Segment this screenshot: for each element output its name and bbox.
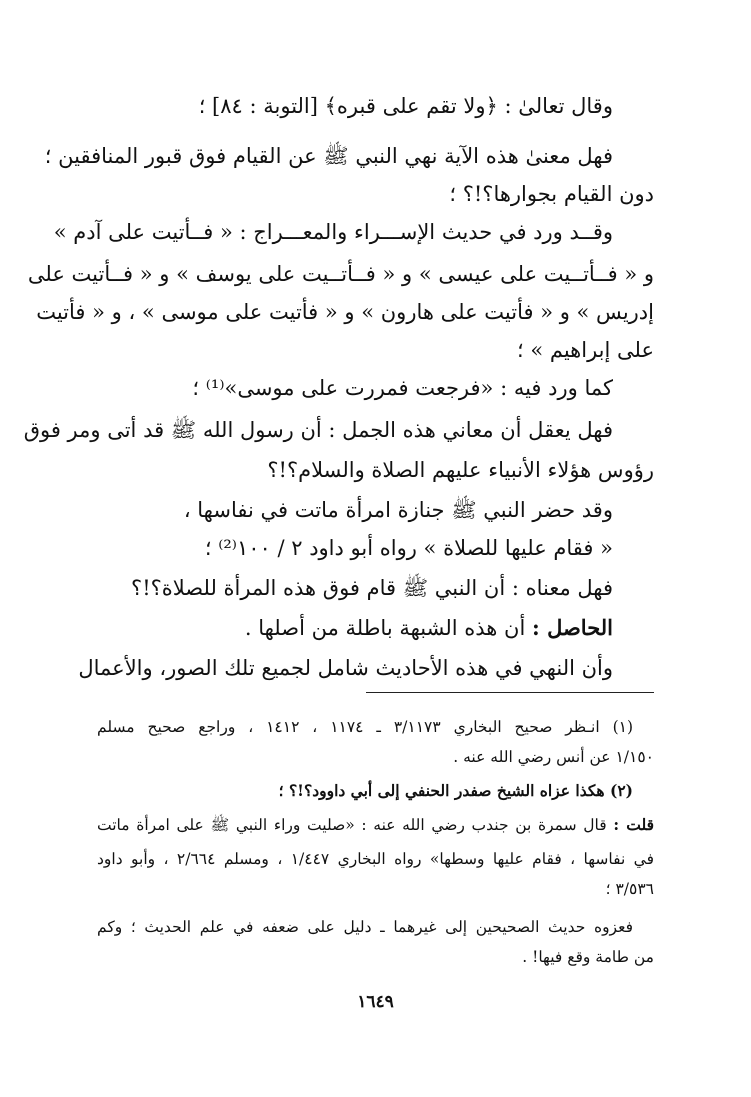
footnote-line: (٢) هكذا عزاه الشيخ صفدر الحنفي إلى أبي داوود؟!؟ ؛: [278, 781, 633, 800]
conclusion-label: الحاصل :: [532, 615, 613, 640]
text-line: [97, 610, 613, 646]
text-line: فهل معنىٰ هذه الآية نهي النبي ﷺ عن القيام فوق قبور المنافقين ؛: [44, 144, 613, 168]
text-line: وقــد ورد في حديث الإســـراء والمعـــراج : « فــأتيت على آدم »: [53, 220, 613, 244]
text-line: كما ورد فيه : «فرجعت فمررت على موسى»⁽¹⁾ ؛: [192, 376, 613, 400]
footnote-line: فعزوه حديث الصحيحين إلى غيرهما ـ دليل على ضعفه في علم الحديث ؛ وكم: [97, 918, 633, 936]
text-line: فهل معناه : أن النبي ﷺ قام فوق هذه المرأة للصلاة؟!؟: [131, 576, 613, 600]
text-line: على إبراهيم » ؛: [516, 338, 654, 362]
footnote-line: ١/١٥٠ عن أنس رضي الله عنه .: [453, 748, 654, 766]
text-line: إدريس » و « فأتيت على هارون » و « فأتيت على موسى » ، و « فأتيت: [36, 300, 654, 324]
text-line: وقد حضر النبي ﷺ جنازة امرأة ماتت في نفاسها ،: [183, 498, 613, 522]
text-line: و « فــأتــيت على عيسى » و « فــأتــيت على يوسف » و « فــأتيت على: [27, 262, 654, 286]
note-label: قلت :: [613, 815, 654, 834]
conclusion-text: أن هذه الشبهة باطلة من أصلها .: [244, 616, 526, 640]
text-line: دون القيام بجوارها؟!؟ ؛: [449, 182, 654, 206]
footnote-divider: [366, 692, 654, 693]
footnote-line: ٣/٥٣٦ ؛: [605, 880, 654, 898]
footnote-line: (١) انـظر صحيح البخاري ٣/١١٧٣ ـ ١١٧٤ ، ١٤١٢ ، وراجع صحيح مسلم: [97, 718, 634, 736]
text-line: فهل يعقل أن معاني هذه الجمل : أن رسول الله ﷺ قد أتى ومر فوق: [23, 418, 613, 442]
note-text: قال سمرة بن جندب رضي الله عنه : «صليت وراء النبي ﷺ على امرأة ماتت: [97, 816, 607, 834]
text-line: رؤوس هؤلاء الأنبياء عليهم الصلاة والسلام؟!؟: [267, 458, 654, 482]
text-line: وأن النهي في هذه الأحاديث شامل لجميع تلك الصور، والأعمال: [78, 656, 613, 680]
text-line: « فقام عليها للصلاة » رواه أبو داود ٢ / ١٠٠⁽²⁾ ؛: [204, 536, 613, 560]
footnote-line: [97, 811, 654, 839]
footnote-line: في نفاسها ، فقام عليها وسطها» رواه البخاري ١/٤٤٧ ، ومسلم ٢/٦٦٤ ، وأبو داود: [97, 850, 654, 868]
page-number: ١٦٤٩: [357, 992, 394, 1012]
footnote-line: من طامة وقع فيها! .: [522, 948, 654, 966]
text-line: وقال تعالىٰ : ﴿ولا تقم على قبره﴾ [التوبة : ٨٤] ؛: [198, 94, 613, 118]
